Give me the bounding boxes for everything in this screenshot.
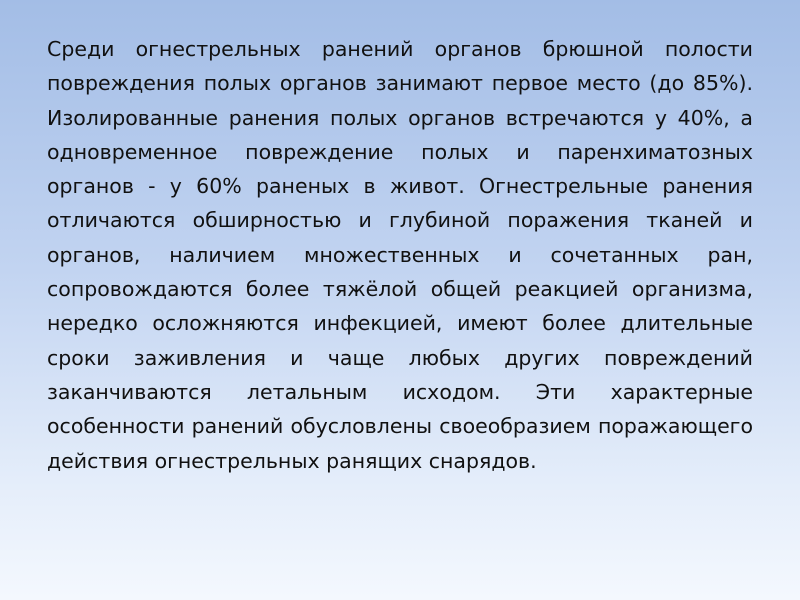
body-paragraph: Среди огнестрельных ранений органов брюшной полости повреждения полых органов занимают первое место (до 85%). Изолированные ранения полых органов встречаются у 40%, а одновременное повреждение полых и паренхиматозных органов - у 60% раненых в живот. Огнестрельные ранения отличаются обширностью и глубиной поражения тканей и органов, наличием множественных и сочетанных ран, сопровождаются более тяжёлой общей реакцией организма, нередко осложняются инфекцией, имеют более длительные сроки заживления и чаще любых других повреждений заканчиваются летальным исходом. Эти характерные особенности ранений обусловлены своеобразием поражающего действия огнестрельных ранящих снарядов.: [47, 37, 753, 473]
